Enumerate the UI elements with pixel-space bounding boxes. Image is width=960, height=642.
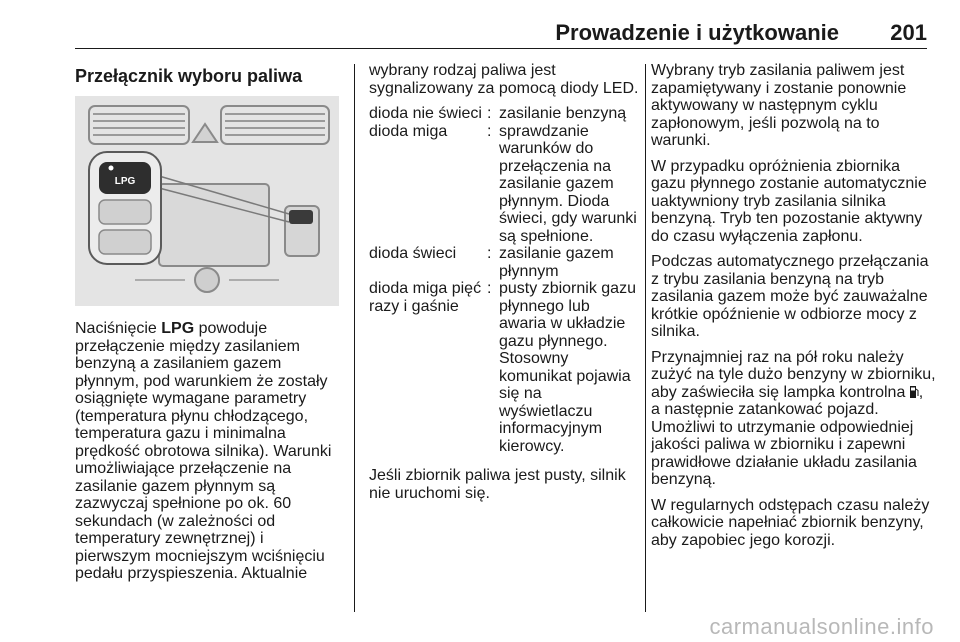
watermark: carmanualsonline.info bbox=[709, 614, 934, 639]
table-row bbox=[369, 105, 639, 123]
led-intro: wybrany rodzaj paliwa jest sygnalizowany za pomocą diody LED. bbox=[369, 62, 639, 97]
column-divider bbox=[354, 64, 355, 612]
paragraph: W przypadku opróżnienia zbiornika gazu płynnego zostanie automatycznie uaktywniony tryb zasilania silnika benzyną. Tryb ten pozostanie aktywny do czasu wyłączenia zapłonu. bbox=[651, 157, 927, 245]
led-state: dioda świeci bbox=[369, 245, 457, 262]
separator: : bbox=[487, 122, 492, 140]
table-row bbox=[369, 245, 639, 280]
paragraph: W regularnych odstępach czasu należy całkowicie napełniać zbiornik benzyny, aby zapobiec jego korozji. bbox=[651, 496, 930, 549]
paragraph: Przynajmniej raz na pół roku należy zużyć na tyle dużo benzyny w zbiorniku, aby zaświeciła się lampka kontrolna , a następnie zatankować pojazd. Umożliwi to utrzymanie odpowiedniej jakości paliwa w zbiorniku i zapewni prawidłowe działanie układu zasilania benzyną. bbox=[651, 348, 936, 488]
empty-tank-note: Jeśli zbiornik paliwa jest pusty, silnik nie uruchomi się. bbox=[369, 467, 626, 502]
column-2 bbox=[369, 62, 639, 510]
led-state: dioda miga pięć razy i gaśnie bbox=[369, 280, 482, 315]
dashboard-illustration bbox=[75, 96, 339, 306]
lpg-term: LPG bbox=[161, 320, 195, 337]
lpg-button-label: LPG bbox=[114, 176, 136, 187]
led-state: dioda nie świeci bbox=[369, 105, 482, 122]
separator: : bbox=[487, 245, 492, 262]
led-status-table bbox=[369, 105, 639, 455]
paragraph: Podczas automatycznego przełączania z trybu zasilania benzyną na tryb zasilania gazem może być zauważalne krótkie opóźnienie w odbiorze mocy z silnika. bbox=[651, 253, 929, 340]
led-meaning: sprawdzanie warunków do przełączenia na zasilanie gazem płynnym. Dioda świeci, gdy warunki są spełnione. bbox=[499, 122, 637, 245]
paragraph: Wybrany tryb zasilania paliwem jest zapamiętywany i zostanie ponownie aktywowany w następnym cyklu zapłonowym, jeśli pozwolą na to warunki. bbox=[651, 62, 907, 149]
separator: : bbox=[487, 280, 492, 297]
section-heading: Przełącznik wyboru paliwa bbox=[75, 66, 303, 86]
fuel-pump-icon bbox=[910, 385, 919, 398]
table-row bbox=[369, 280, 639, 455]
lpg-paragraph: Naciśnięcie LPG powoduje przełączenie między zasilaniem benzyną a zasilaniem gazem płynnym, pod warunkiem że zostały osiągnięte wymagane parametry (temperatura płynu chłodzącego, temperatura gazu i minimalna prędkość obrotowa silnika). Warunki umożliwiające przełączenie na zasilanie gazem płynnym są zazwyczaj spełnione po ok. 60 sekundach (w zależności od temperatury zewnętrznej) i pierwszym mocniejszym wciśnięciu pedału przyspieszenia. Aktualnie bbox=[75, 320, 332, 582]
led-meaning: zasilanie gazem płynnym bbox=[499, 245, 614, 280]
led-meaning: zasilanie benzyną bbox=[499, 105, 627, 122]
led-meaning: pusty zbiornik gazu płynnego lub awaria w układzie gazu płynnego. Stosowny komunikat pojawia się na wyświetlaczu informacyjnym kierowcy. bbox=[499, 280, 636, 455]
page-number: 201 bbox=[890, 20, 927, 45]
page-title: Prowadzenie i użytkowanie bbox=[555, 20, 839, 45]
led-state: dioda miga bbox=[369, 122, 448, 140]
separator: : bbox=[487, 105, 492, 122]
page-header bbox=[75, 0, 927, 49]
table-row bbox=[369, 123, 639, 246]
column-3 bbox=[651, 62, 936, 557]
column-divider bbox=[645, 64, 646, 612]
